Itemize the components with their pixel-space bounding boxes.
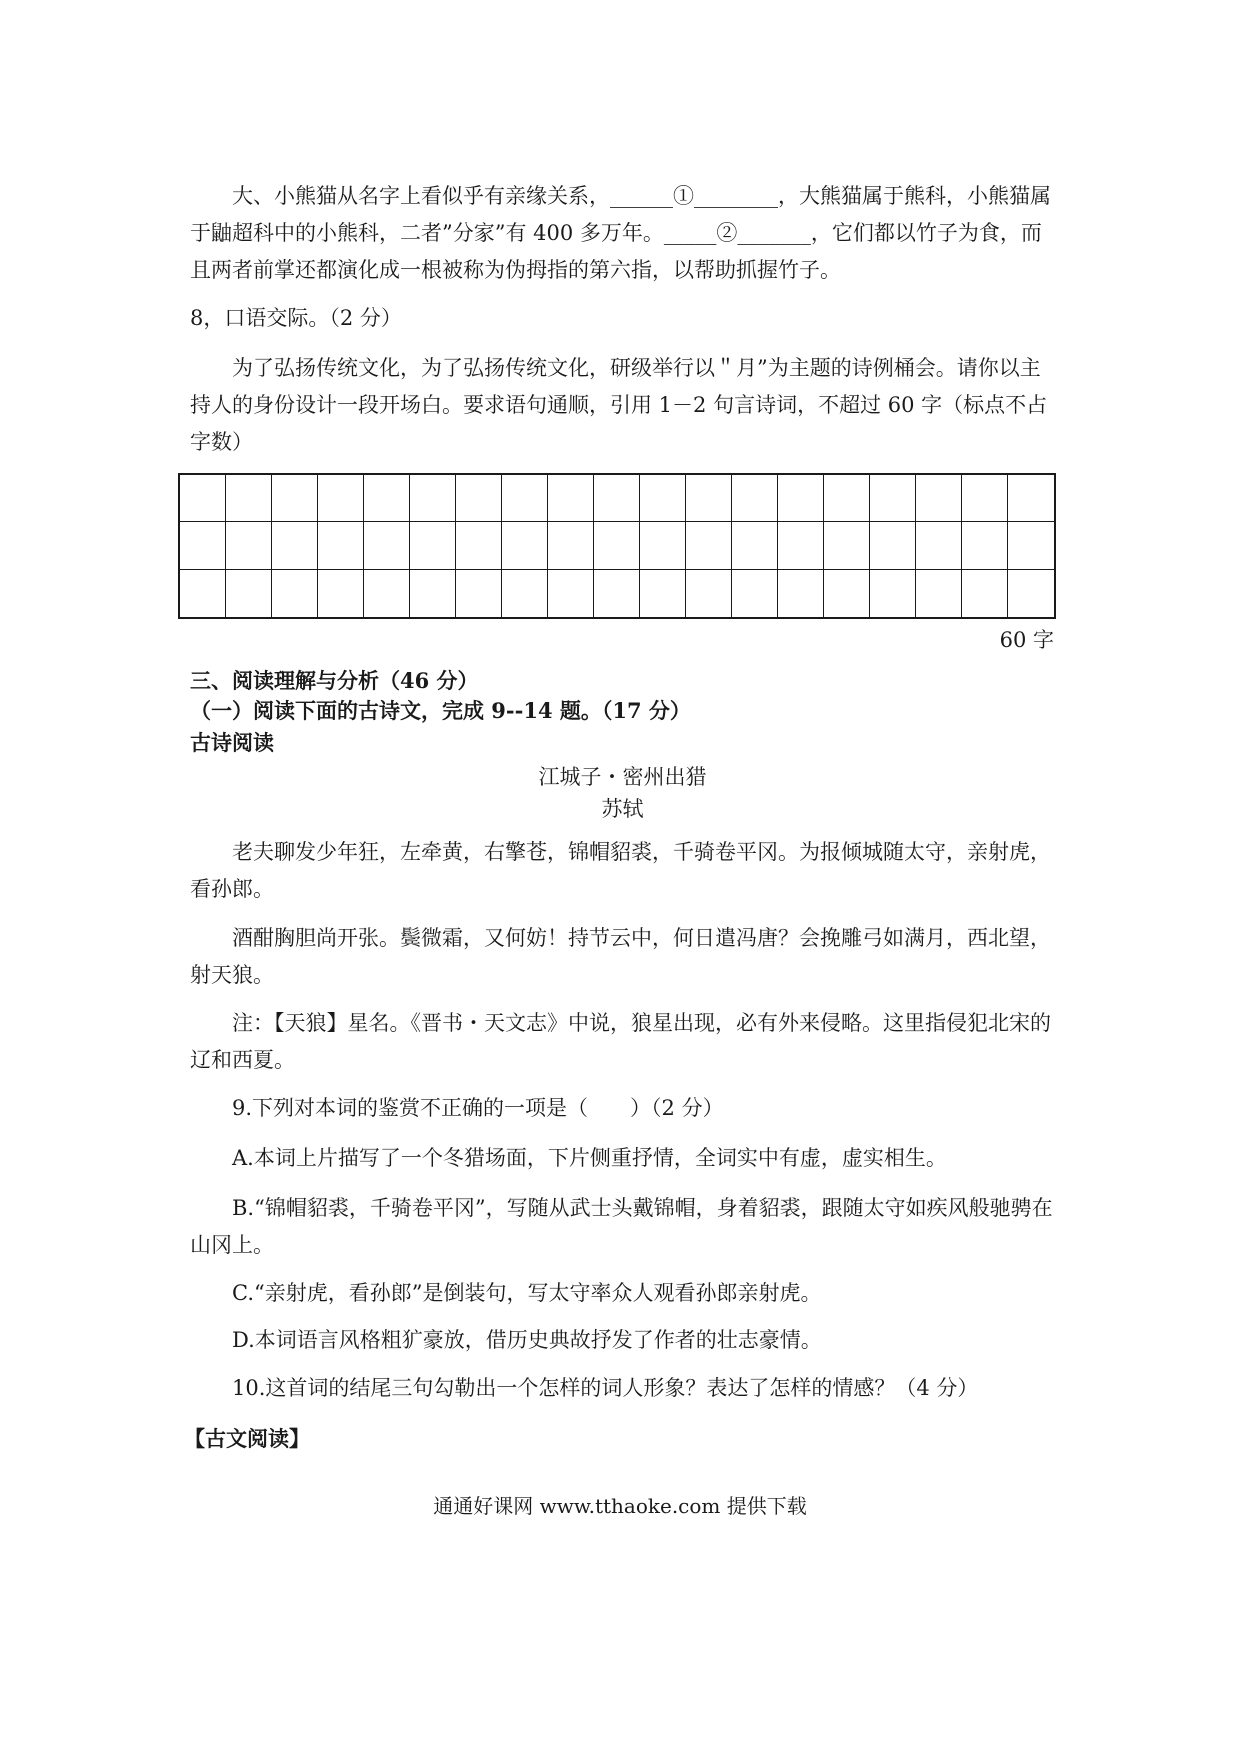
grid-cell[interactable] [272, 475, 318, 522]
grid-cell[interactable] [180, 570, 226, 617]
grid-cell[interactable] [502, 475, 548, 522]
grid-cell[interactable] [548, 570, 594, 617]
grid-cell[interactable] [732, 522, 778, 569]
grid-cell[interactable] [318, 475, 364, 522]
poetry-label: 古诗阅读 [190, 730, 274, 755]
grid-cell[interactable] [778, 570, 824, 617]
grid-cell[interactable] [962, 522, 1008, 569]
poem-title: 江城子・密州出猎 [538, 765, 707, 789]
grid-cell[interactable] [548, 475, 594, 522]
grid-cell[interactable] [824, 570, 870, 617]
grid-cell[interactable] [226, 570, 272, 617]
grid-cell[interactable] [1008, 475, 1054, 522]
q8-prompt: 为了弘扬传统文化，为了弘扬传统文化，研级举行以＂月”为主题的诗例桶会。请你以主持人的身份设计一段开场白。要求语句通顺，引用 1－2 句言诗词，不超过 60 字（标点不占字数） [190, 356, 1048, 454]
grid-cell[interactable] [318, 522, 364, 569]
grid-cell[interactable] [456, 570, 502, 617]
grid-cell[interactable] [410, 570, 456, 617]
grid-cell[interactable] [456, 475, 502, 522]
grid-cell[interactable] [640, 570, 686, 617]
grid-cell[interactable] [180, 475, 226, 522]
grid-cell[interactable] [410, 522, 456, 569]
grid-cell[interactable] [456, 522, 502, 569]
q9-question: 9.下列对本词的鉴赏不正确的一项是（ ）（2 分） [232, 1096, 724, 1120]
section3-subheading: （一）阅读下面的古诗文，完成 9--14 题。（17 分） [190, 698, 691, 723]
grid-cell[interactable] [272, 570, 318, 617]
q10-question: 10.这首词的结尾三句勾勒出一个怎样的词人形象？表达了怎样的情感？（4 分） [232, 1376, 979, 1400]
poem-stanza-2: 酒酣胸胆尚开张。鬓微霜，又何妨！持节云中，何日遣冯唐？会挽雕弓如满月，西北望，射天狼。 [190, 926, 1051, 987]
char-count-label: 60 字 [999, 628, 1054, 652]
grid-cell[interactable] [916, 522, 962, 569]
grid-cell[interactable] [226, 475, 272, 522]
grid-cell[interactable] [916, 475, 962, 522]
grid-cell[interactable] [1008, 522, 1054, 569]
grid-cell[interactable] [870, 522, 916, 569]
grid-cell[interactable] [962, 475, 1008, 522]
q9-option-c: C.“亲射虎，看孙郎”是倒装句，写太守率众人观看孙郎亲射虎。 [232, 1281, 822, 1305]
grid-cell[interactable] [640, 522, 686, 569]
blank-passage: 大、小熊猫从名字上看似乎有亲缘关系，______①________，大熊猫属于熊科，小熊猫属于鼬超科中的小熊科，二者”分家”有 400 多万年。_____②_______，它们都以竹子为食，而且两者前掌还都演化成一根被称为伪拇指的第六指，以帮助抓握竹子。 [190, 184, 1051, 282]
grid-cell[interactable] [640, 475, 686, 522]
grid-cell[interactable] [364, 522, 410, 569]
poem-author: 苏轼 [601, 797, 644, 821]
grid-cell[interactable] [686, 522, 732, 569]
grid-cell[interactable] [686, 570, 732, 617]
answer-grid[interactable] [178, 473, 1056, 619]
grid-cell[interactable] [732, 475, 778, 522]
q9-option-a: A.本词上片描写了一个冬猎场面，下片侧重抒情，全词实中有虚，虚实相生。 [232, 1146, 947, 1170]
grid-cell[interactable] [594, 522, 640, 569]
grid-cell[interactable] [594, 475, 640, 522]
grid-cell[interactable] [410, 475, 456, 522]
classical-reading-label: 【古文阅读】 [184, 1426, 310, 1451]
grid-cell[interactable] [502, 570, 548, 617]
grid-cell[interactable] [272, 522, 318, 569]
grid-cell[interactable] [226, 522, 272, 569]
page-footer: 通通好课网 www.tthaoke.com 提供下载 [433, 1494, 807, 1518]
grid-cell[interactable] [870, 475, 916, 522]
grid-cell[interactable] [686, 475, 732, 522]
q8-heading: 8，口语交际。（2 分） [190, 306, 402, 330]
q9-option-b: B.“锦帽貂裘，千骑卷平冈”，写随从武士头戴锦帽，身着貂裘，跟随太守如疾风般驰骋在山冈上。 [190, 1196, 1053, 1257]
grid-cell[interactable] [364, 475, 410, 522]
grid-cell[interactable] [778, 522, 824, 569]
grid-cell[interactable] [916, 570, 962, 617]
grid-cell[interactable] [502, 522, 548, 569]
grid-cell[interactable] [594, 570, 640, 617]
grid-cell[interactable] [824, 522, 870, 569]
grid-cell[interactable] [778, 475, 824, 522]
poem-note: 注：【天狼】星名。《晋书・天文志》中说，狼星出现，必有外来侵略。这里指侵犯北宋的辽和西夏。 [190, 1011, 1051, 1072]
grid-cell[interactable] [962, 570, 1008, 617]
grid-cell[interactable] [732, 570, 778, 617]
grid-cell[interactable] [824, 475, 870, 522]
q9-option-d: D.本词语言风格粗犷豪放，借历史典故抒发了作者的壮志豪情。 [232, 1328, 822, 1352]
poem-stanza-1: 老夫聊发少年狂，左牵黄，右擎苍，锦帽貂裘，千骑卷平冈。为报倾城随太守，亲射虎，看孙郎。 [190, 840, 1051, 901]
grid-cell[interactable] [870, 570, 916, 617]
section3-heading: 三、阅读理解与分析（46 分） [190, 668, 479, 693]
grid-cell[interactable] [548, 522, 594, 569]
grid-cell[interactable] [318, 570, 364, 617]
grid-cell[interactable] [180, 522, 226, 569]
grid-cell[interactable] [1008, 570, 1054, 617]
grid-cell[interactable] [364, 570, 410, 617]
